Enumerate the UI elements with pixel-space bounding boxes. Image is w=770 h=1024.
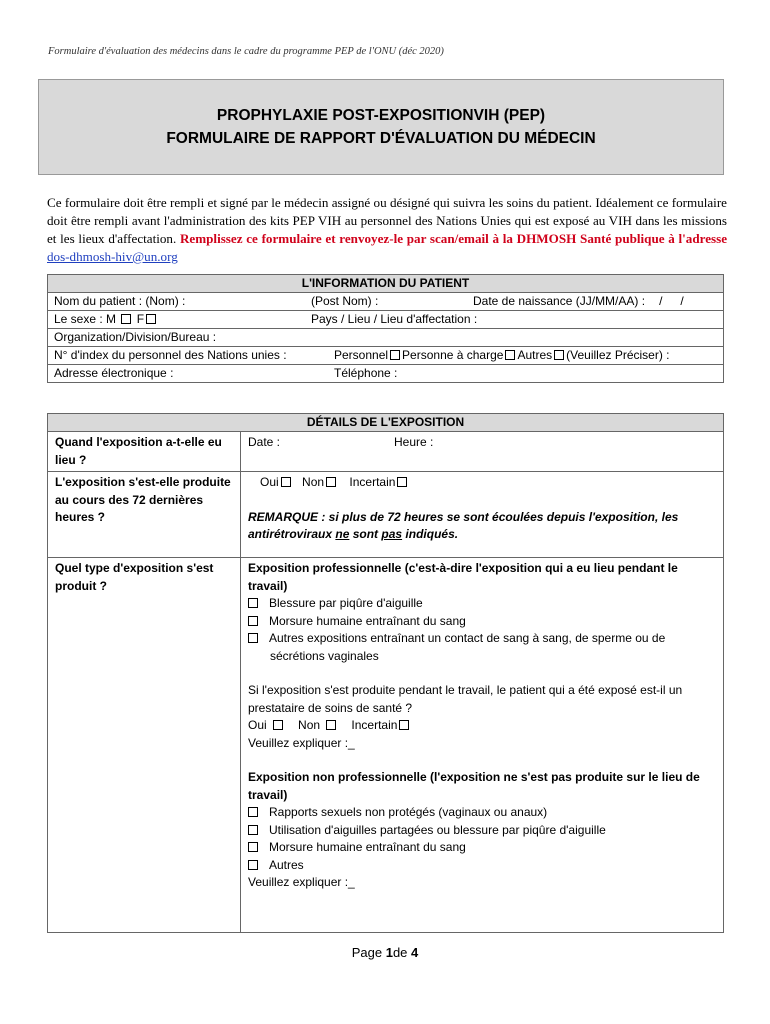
dob-sep1: /	[659, 294, 663, 308]
incertain-label: Incertain	[351, 718, 398, 732]
remarque-end: indiqués.	[402, 527, 459, 541]
72h-incertain-checkbox[interactable]	[397, 477, 407, 487]
non-label: Non	[298, 718, 321, 732]
organization-field[interactable]: Organization/Division/Bureau :	[48, 329, 724, 347]
status-field	[305, 347, 724, 365]
nonpro-item-checkbox[interactable]	[248, 825, 258, 835]
prestataire-question: Si l'exposition s'est produite pendant le travail, le patient qui a été exposé est-il un prestataire de soins de santé ?	[248, 683, 683, 715]
nonpro-item-checkbox[interactable]	[248, 860, 258, 870]
intro-text: Ce formulaire doit être rempli et signé par le médecin assigné ou désigné qui suivra les soins du patient. Idéalement ce formulaire doit être rempli avant l'administration des kits PEP VIH au personnel des Nations Unies qui est exposé au VIH dans les missions et les lieux d'affectation.	[47, 195, 727, 246]
page-prefix: Page	[351, 945, 386, 960]
charge-label: Personne à charge	[402, 348, 504, 362]
sex-label: Le sexe : M	[54, 312, 117, 326]
page-mid: de	[392, 945, 412, 960]
pro-item-checkbox[interactable]	[248, 598, 258, 608]
title-line1: PROPHYLAXIE POST-EXPOSITIONVIH (PEP)	[216, 107, 546, 124]
date-label: Date :	[248, 435, 281, 449]
pro-item: Autres expositions entraînant un contact de sang à sang, de sperme ou de sécrétions vaginales	[269, 631, 666, 663]
country-field[interactable]: Pays / Lieu / Lieu d'affectation :	[305, 311, 724, 329]
pro-title: Exposition professionnelle (c'est-à-dire l'exposition qui a eu lieu pendant le travail)	[248, 561, 678, 593]
page-current: 1	[385, 945, 393, 960]
nonpro-item: Utilisation d'aiguilles partagées ou blessure par piqûre d'aiguille	[269, 822, 606, 837]
intro-paragraph	[47, 194, 727, 266]
phone-field[interactable]: Téléphone :	[305, 365, 724, 383]
time-label: Heure :	[394, 435, 434, 449]
dob-label: Date de naissance (JJ/MM/AA) :	[473, 294, 646, 308]
prestataire-oui-checkbox[interactable]	[273, 720, 283, 730]
oui-label: Oui	[260, 475, 279, 489]
patient-name-field[interactable]: Nom du patient : (Nom) :	[48, 293, 306, 311]
prestataire-options	[248, 717, 716, 735]
patient-info-header: L'INFORMATION DU PATIENT	[48, 275, 724, 293]
type-answer	[241, 558, 724, 933]
prestataire-incertain-checkbox[interactable]	[399, 720, 409, 730]
72h-oui-checkbox[interactable]	[281, 477, 291, 487]
index-field[interactable]: N° d'index du personnel des Nations unies :	[48, 347, 306, 365]
pro-item-checkbox[interactable]	[248, 633, 258, 643]
page-number	[0, 945, 770, 960]
pro-item: Morsure humaine entraînant du sang	[269, 613, 466, 628]
sex-f-label: F	[136, 312, 145, 326]
when-field[interactable]	[241, 432, 724, 472]
personnel-checkbox[interactable]	[390, 350, 400, 360]
title-line2: FORMULAIRE DE RAPPORT D'ÉVALUATION DU MÉDECIN	[166, 130, 596, 147]
header-note: Formulaire d'évaluation des médecins dans le cadre du programme PEP de l'ONU (déc 2020)	[48, 46, 444, 57]
remarque-note	[248, 509, 716, 544]
intro-instruction: Remplissez ce formulaire et renvoyez-le par scan/email à la DHMOSH Santé publique à l'adresse	[179, 231, 728, 246]
explain-field-1[interactable]: Veuillez expliquer :_	[248, 735, 355, 750]
charge-checkbox[interactable]	[505, 350, 515, 360]
email-field[interactable]: Adresse électronique :	[48, 365, 306, 383]
nonpro-title: Exposition non professionnelle (l'exposition ne s'est pas produite sur le lieu de travail)	[248, 770, 700, 802]
q-when-label: Quand l'exposition a-t-elle eu lieu ?	[48, 432, 241, 472]
page-total: 4	[411, 945, 419, 960]
dob-sep2: /	[680, 294, 684, 308]
autres-checkbox[interactable]	[554, 350, 564, 360]
nonpro-item: Morsure humaine entraînant du sang	[269, 840, 466, 854]
pro-item-checkbox[interactable]	[248, 616, 258, 626]
remarque-text: REMARQUE : si plus de 72 heures se sont écoulées depuis l'exposition, les antirétroviraux	[248, 509, 679, 541]
post-nom-field[interactable]: (Post Nom) :	[305, 293, 467, 311]
q-72h-label: L'exposition s'est-elle produite au cours des 72 dernières heures ?	[48, 472, 241, 558]
preciser-label: (Veuillez Préciser) :	[566, 348, 670, 362]
autres-label: Autres	[517, 348, 553, 362]
72h-non-checkbox[interactable]	[326, 477, 336, 487]
nonpro-item-checkbox[interactable]	[248, 842, 258, 852]
sex-m-checkbox[interactable]	[121, 314, 131, 324]
oui-label: Oui	[248, 718, 267, 732]
remarque-ne: ne	[335, 527, 350, 541]
patient-info-table	[47, 274, 724, 383]
pro-item: Blessure par piqûre d'aiguille	[269, 596, 423, 610]
personnel-label: Personnel	[334, 348, 389, 362]
exposure-table	[47, 413, 724, 933]
nonpro-item-checkbox[interactable]	[248, 807, 258, 817]
prestataire-non-checkbox[interactable]	[326, 720, 336, 730]
remarque-sont: sont	[349, 527, 382, 541]
remarque-pas: pas	[381, 527, 403, 541]
sex-f-checkbox[interactable]	[146, 314, 156, 324]
sex-field	[48, 311, 306, 329]
explain-field-2[interactable]: Veuillez expliquer :_	[248, 875, 355, 889]
nonpro-item: Rapports sexuels non protégés (vaginaux ou anaux)	[269, 805, 548, 819]
q-type-label: Quel type d'exposition s'est produit ?	[48, 558, 241, 933]
non-label: Non	[302, 475, 325, 489]
exposure-header: DÉTAILS DE L'EXPOSITION	[48, 414, 724, 432]
nonpro-item: Autres	[269, 857, 304, 872]
72h-options	[248, 474, 716, 492]
title-box	[38, 79, 724, 175]
email-link[interactable]: dos-dhmosh-hiv@un.org	[47, 249, 178, 264]
dob-field[interactable]	[467, 293, 724, 311]
incertain-label: Incertain	[349, 475, 396, 489]
72h-answer	[241, 472, 724, 558]
